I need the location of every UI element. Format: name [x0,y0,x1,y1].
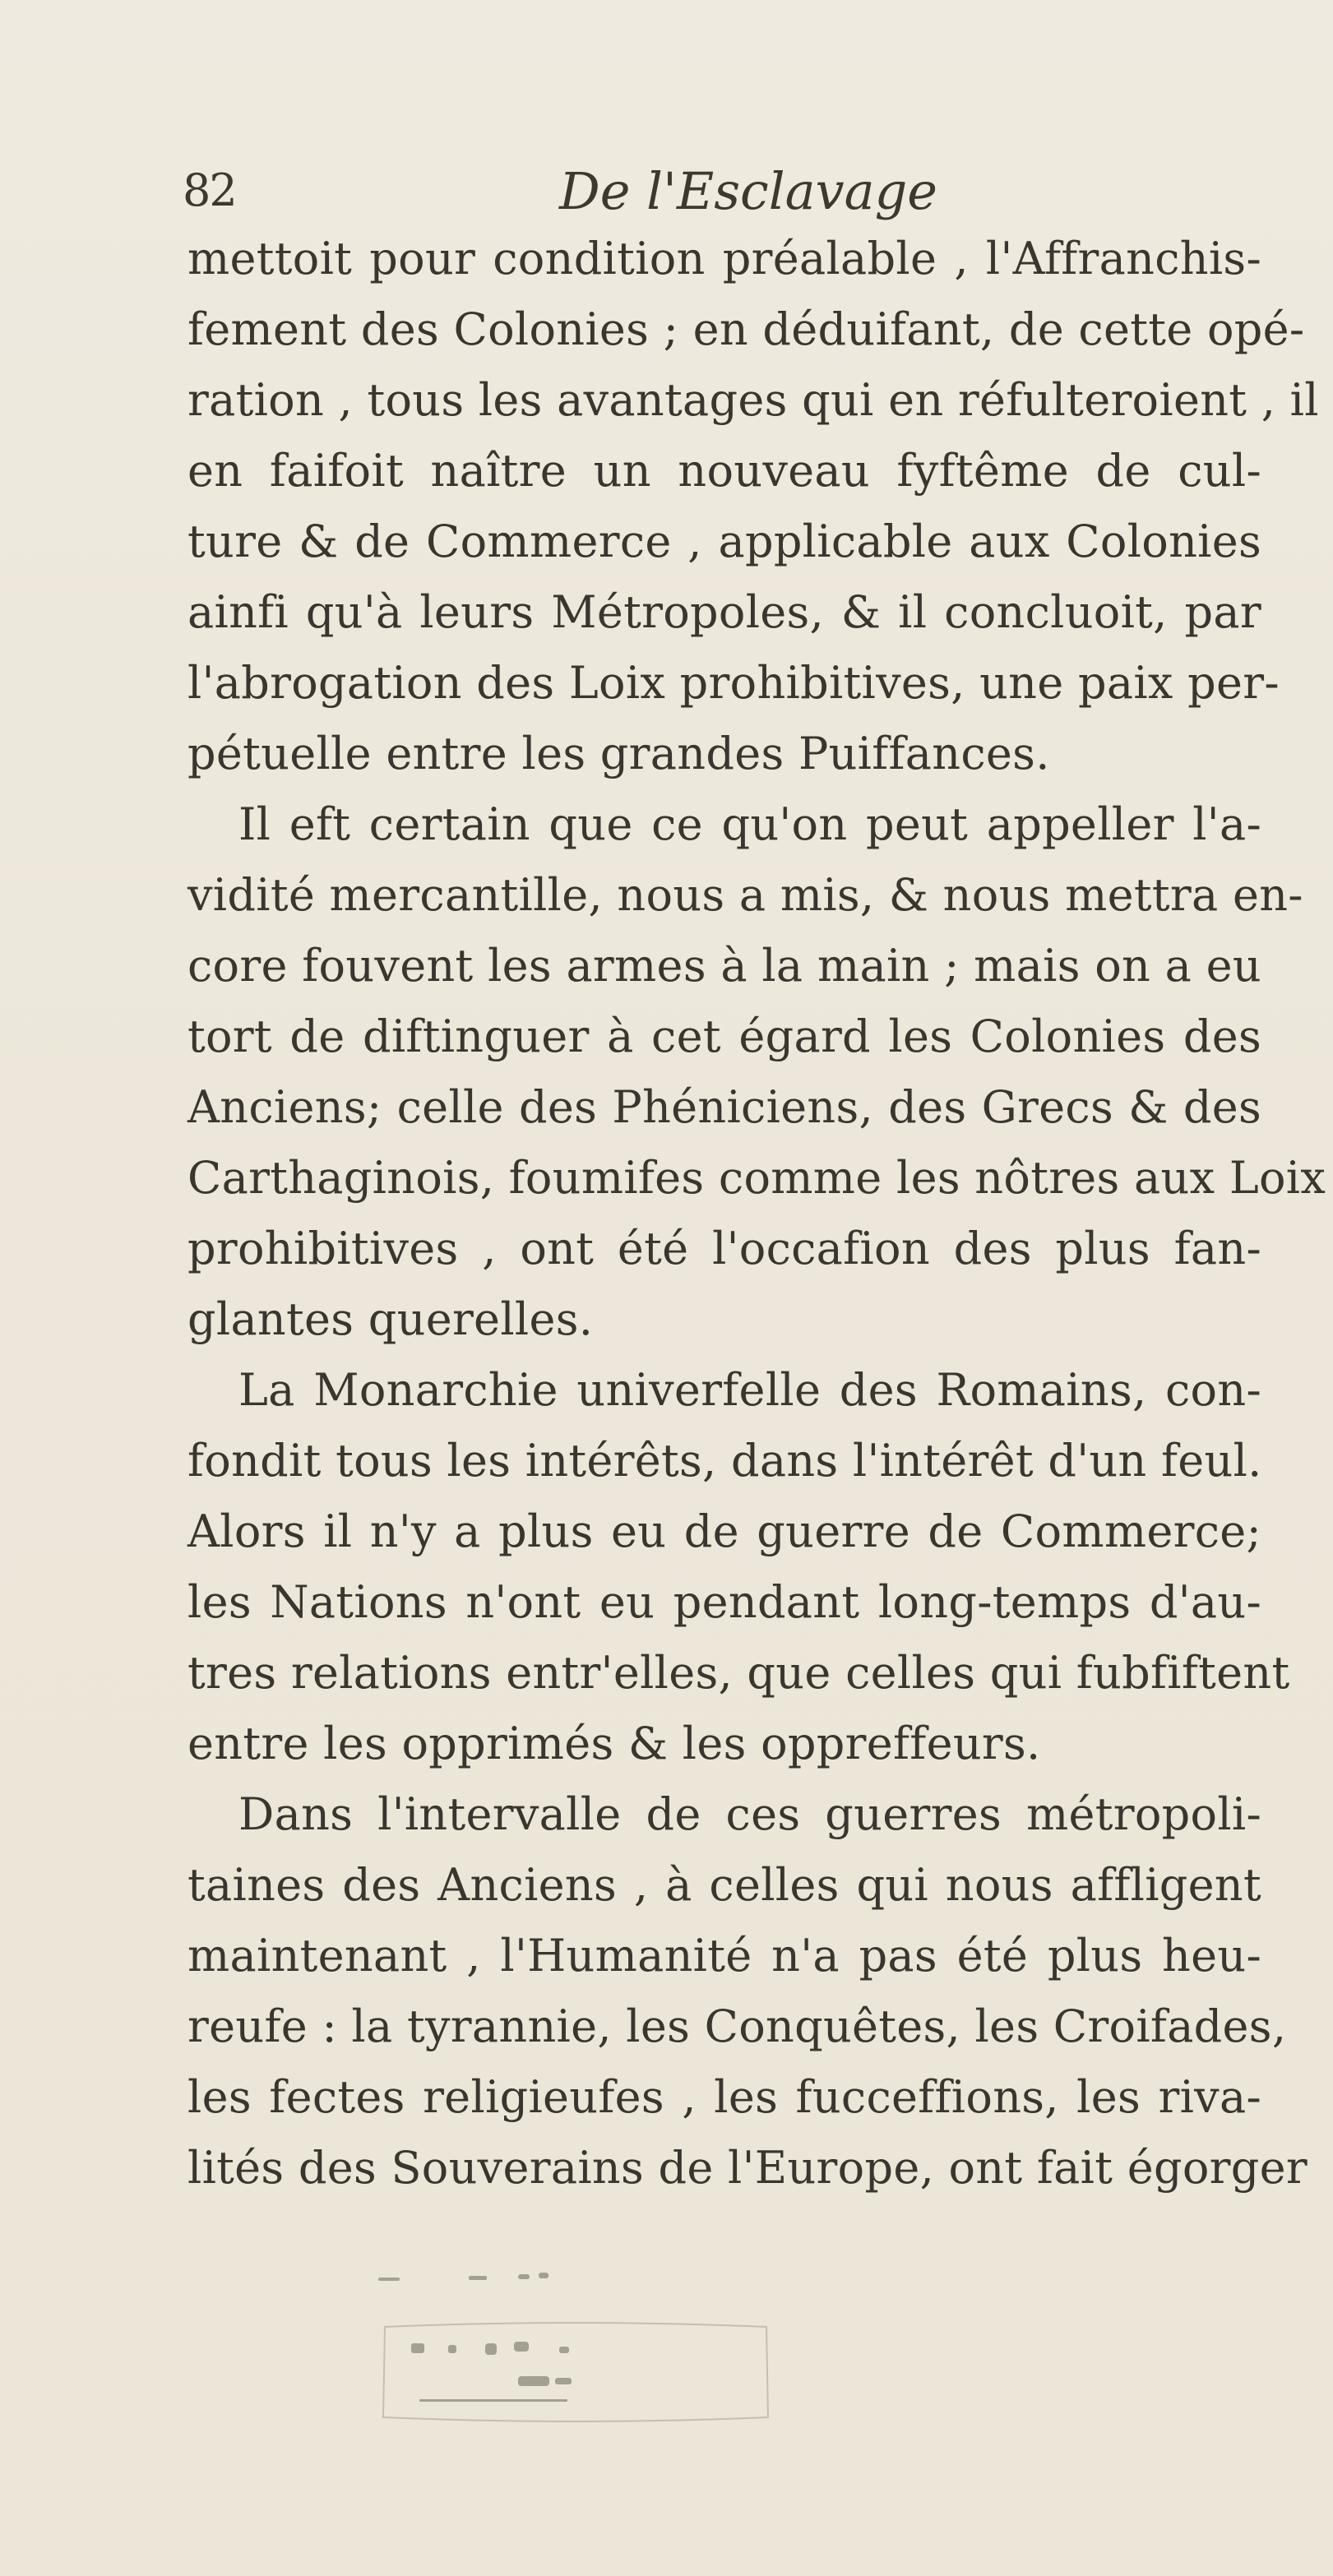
text-line: fondit tous les intérêts, dans l'intérêt d'un feul. [187,1435,1262,1487]
text-line: Carthaginois, foumifes comme les nôtres aux Loix [187,1152,1326,1204]
text-line: ainfi qu'à leurs Métropoles, & il concluoit, par [187,586,1261,638]
text-line: reufe : la tyrannie, les Conquêtes, les Croifades, [187,2000,1287,2052]
text-line: glantes querelles. [187,1293,594,1345]
text-line: ration , tous les avantages qui en réfulteroient , il [187,374,1319,426]
text-line: Alors il n'y a plus eu de guerre de Commerce; [187,1505,1261,1557]
text-line: l'abrogation des Loix prohibitives, une paix per- [187,657,1280,709]
page-header [0,161,1333,227]
text-line: Anciens; celle des Phéniciens, des Grecs & des [187,1081,1261,1133]
text-line: taines des Anciens , à celles qui nous affligent [187,1859,1261,1911]
text-line: tres relations entr'elles, que celles qui fubfiftent [187,1647,1290,1699]
text-line: pétuelle entre les grandes Puiffances. [187,728,1050,779]
text-line: tort de diftinguer à cet égard les Colonies des [187,1011,1261,1062]
text-line: mettoit pour condition préalable , l'Affranchis- [187,233,1261,284]
text-line: Dans l'intervalle de ces guerres métropoli- [238,1788,1261,1840]
text-line: core fouvent les armes à la main ; mais on a eu [187,940,1261,992]
running-title: De l'Esclavage [559,161,937,221]
text-line: les fectes religieufes , les fucceffions, les riva- [187,2071,1261,2123]
text-line: lités des Souverains de l'Europe, ont fait égorger [187,2142,1308,2194]
text-line: prohibitives , ont été l'occafion des plus fan- [187,1223,1261,1274]
text-line: fement des Colonies ; en déduifant, de cette opé- [187,303,1305,355]
page-number: 82 [183,164,236,216]
body-text [187,224,1326,2204]
text-line: en faifoit naître un nouveau fyftême de cul- [187,445,1261,497]
text-line: La Monarchie univerfelle des Romains, con- [238,1364,1261,1416]
library-stamp [370,2253,781,2450]
text-line: Il eft certain que ce qu'on peut appeller l'a- [238,798,1261,850]
text-line: maintenant , l'Humanité n'a pas été plus heu- [187,1930,1261,1982]
text-line: ture & de Commerce , applicable aux Colonies [187,516,1261,567]
text-line: vidité mercantille, nous a mis, & nous mettra en- [187,869,1303,921]
text-line: entre les opprimés & les oppreffeurs. [187,1718,1041,1769]
text-line: les Nations n'ont eu pendant long-temps d'au- [187,1576,1261,1628]
